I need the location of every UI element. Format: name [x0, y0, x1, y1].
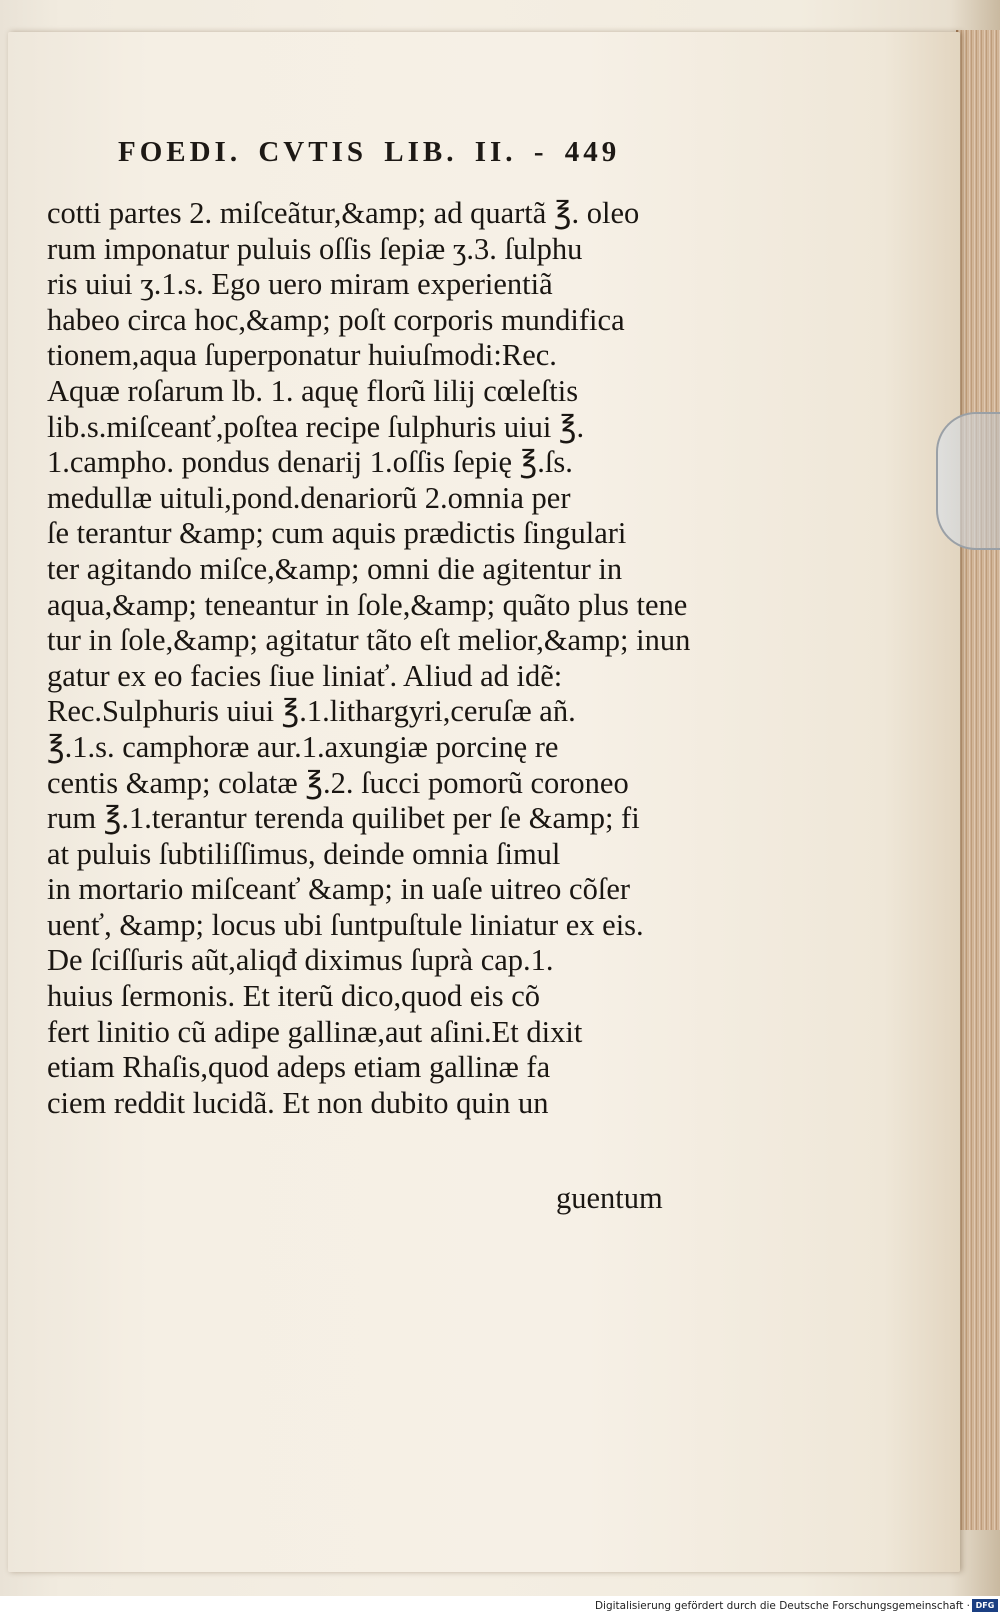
- text-line: etiam Rhaſis,quod adeps etiam gallinæ fa: [47, 1050, 551, 1085]
- text-line: habeo circa hoc,&amp; poſt corporis mundifica: [47, 302, 625, 337]
- text-line: centis &amp; colatæ ℥.2. ſucci pomorũ coroneo: [47, 765, 629, 800]
- book-page-edges: [956, 30, 1000, 1530]
- text-line: tur in ſole,&amp; agitatur tãto eſt melior,&amp; inun: [47, 623, 691, 658]
- header-part: II.: [474, 136, 517, 168]
- funding-credit: Digitalisierung gefördert durch die Deutsche Forschungsgemeinschaft ·: [594, 1600, 970, 1612]
- page-number: 449: [564, 136, 621, 168]
- text-line: gatur ex eo facies ſiue liniať. Aliud ad idẽ:: [47, 658, 563, 693]
- text-line: Aquæ roſarum lb. 1. aquę florũ lilij cœleſtis: [47, 373, 579, 408]
- header-part: FOEDI.: [118, 136, 242, 168]
- header-part: -: [533, 136, 548, 168]
- text-line: medullæ uituli,pond.denariorũ 2.omnia per: [47, 480, 571, 515]
- text-line: in mortario miſceanť &amp; in uaſe uitreo cõſer: [47, 872, 631, 907]
- text-line: ſe terantur &amp; cum aquis prædictis ſingulari: [47, 516, 627, 551]
- text-line: lib.s.miſceanť,poſtea recipe ſulphuris uiui ℥.: [47, 409, 585, 444]
- header-part: CVTIS: [258, 136, 367, 168]
- text-line: tionem,aqua ſuperponatur huiuſmodi:Rec.: [47, 338, 557, 373]
- text-line: fert linitio cũ adipe gallinæ,aut aſini.Et dixit: [47, 1014, 583, 1049]
- text-line: aqua,&amp; teneantur in ſole,&amp; quãto plus tene: [47, 587, 688, 622]
- header-part: LIB.: [384, 136, 458, 168]
- text-line: 1.campho. pondus denarij 1.oſſis ſepię ℥.ſs.: [47, 445, 573, 480]
- text-line: ℥.1.s. camphoræ aur.1.axungiæ porcinę re: [47, 729, 559, 764]
- text-line: cotti partes 2. miſceãtur,&amp; ad quartã ℥. oleo: [47, 196, 640, 230]
- dfg-logo-icon: DFG: [972, 1599, 998, 1612]
- text-line: huius ſermonis. Et iterũ dico,quod eis cõ: [47, 979, 541, 1014]
- text-line: at puluis ſubtiliſſimus, deinde omnia ſimul: [47, 836, 561, 871]
- text-line: ris uiui ʒ.1.s. Ego uero miram experientiã: [47, 267, 553, 302]
- running-header: [118, 136, 718, 169]
- text-line: ter agitando miſce,&amp; omni die agitentur in: [47, 551, 623, 586]
- text-line: ciem reddit lucidã. Et non dubito quin un: [47, 1085, 549, 1120]
- text-line: rum imponatur puluis oſſis ſepiæ ʒ.3. ſulphu: [47, 231, 583, 266]
- text-line: uenť, &amp; locus ubi ſuntpuſtule liniatur ex eis.: [47, 907, 644, 942]
- page-clip: [936, 412, 1000, 550]
- body-text: [47, 196, 707, 1121]
- footer-bar: [0, 1596, 1000, 1617]
- text-line: De ſciſſuris aũt,aliqđ diximus ſuprà cap.1.: [47, 943, 554, 978]
- text-line: rum ℥.1.terantur terenda quilibet per ſe &amp; fi: [47, 801, 640, 836]
- catchword: guentum: [556, 1181, 663, 1215]
- text-line: Rec.Sulphuris uiui ℥.1.lithargyri,ceruſæ añ.: [47, 694, 576, 729]
